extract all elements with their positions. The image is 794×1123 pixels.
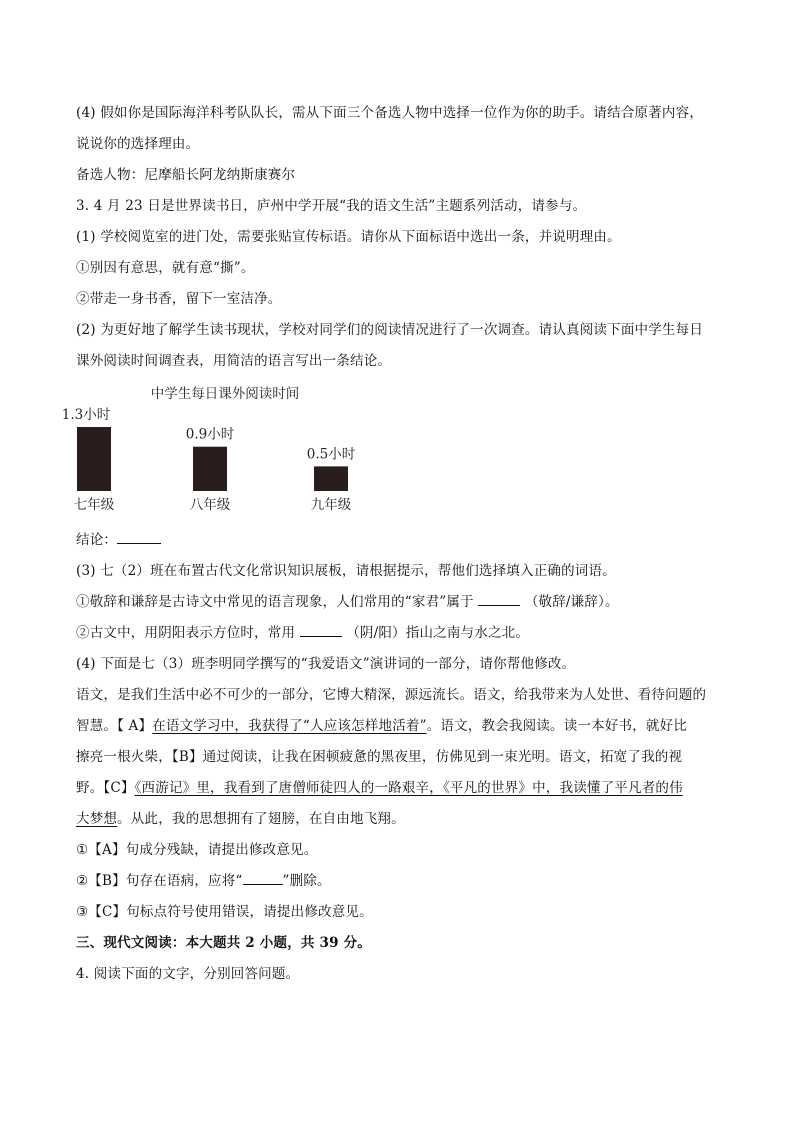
conclusion-label: 结论：: [76, 532, 118, 548]
conclusion-line: [76, 530, 726, 550]
reading-time-bar-chart: [60, 378, 400, 518]
question-3-2-prompt-cont: 课外阅读时间调查表，用简洁的语言写出一条结论。: [76, 353, 392, 369]
speech-text: 智慧。【 A】: [76, 718, 153, 734]
speech-paragraph-line-4: [76, 778, 726, 798]
question-3-1-prompt: (1) 学校阅览室的进门处，需要张贴宣传标语。请你从下面标语中选出一条，并说明理由。: [76, 229, 621, 245]
slogan-option-1: ①别因有意思，就有意“撕”。: [76, 260, 255, 276]
bar-value-label: 0.5小时: [306, 446, 356, 463]
speech-paragraph-line-1: 语文，是我们生活中必不可少的一部分，它博大精深，源远流长。语文，给我带来为人处世、看待问题的: [76, 687, 707, 703]
sentence-c-underlined-end: 大梦想: [76, 811, 118, 827]
speech-paragraph-line-2: [76, 716, 726, 736]
speech-text: 。从此，我的思想拥有了翅膀，在自由地飞翔。: [117, 811, 405, 827]
bar-七年级: [77, 427, 111, 491]
sub-question-a: ①【A】句成分残缺，请提出修改意见。: [76, 842, 318, 858]
question-3-3-prompt: (3) 七（2）班在布置古代文化常识知识展板，请根据提示，帮他们选择填入正确的词语。: [76, 563, 616, 579]
sub-question-b-text: ②【B】句存在语病，应将“: [76, 873, 243, 889]
question-4-intro: 4. 阅读下面的文字，分别回答问题。: [76, 966, 300, 982]
sub-question-b: [76, 871, 726, 891]
question-3-intro: 3. 4 月 23 日是世界读书日，庐州中学开展“我的语文生活”主题系列活动，请参与。: [76, 198, 587, 214]
item-1-text: ①敬辞和谦辞是古诗文中常见的语言现象，人们常用的“家君”属于: [76, 594, 474, 610]
question-4-4-prompt-cont: 说说你的选择理由。: [76, 136, 200, 152]
section-3-heading: 三、现代文阅读：本大题共 2 小题，共 39 分。: [76, 935, 371, 951]
chart-bars: [62, 407, 356, 513]
speech-paragraph-line-5: [76, 809, 726, 829]
item-2-options: （阴/阳）指山之南与水之北。: [346, 625, 530, 641]
delete-word-blank[interactable]: [243, 872, 283, 885]
slogan-option-2: ②带走一身书香，留下一室洁净。: [76, 291, 282, 307]
question-3-2-prompt: (2) 为更好地了解学生读书现状，学校对同学们的阅读情况进行了一次调查。请认真阅读下面中学生每日: [76, 322, 704, 338]
question-4-4-prompt: (4) 假如你是国际海洋科考队队长，需从下面三个备选人物中选择一位作为你的助手。请结合原著内容，: [76, 105, 704, 121]
bar-九年级: [314, 466, 348, 491]
speech-text: 。语文，教会我阅读。读一本好书，就好比: [426, 718, 688, 734]
speech-paragraph-line-3: 擦亮一根火柴，【B】通过阅读，让我在困顿疲惫的黑夜里，仿佛见到一束光明。语文，拓宽了我的视: [76, 749, 683, 765]
question-3-4-prompt: (4) 下面是七（3）班李明同学撰写的“我爱语文”演讲词的一部分，请你帮他修改。: [76, 656, 576, 672]
category-label: 九年级: [310, 497, 352, 513]
question-3-3-item-2: [76, 623, 726, 643]
sub-question-b-end: ”删除。: [282, 873, 331, 889]
conclusion-blank[interactable]: [117, 531, 161, 544]
candidate-characters: 备选人物：尼摩船长阿龙纳斯康赛尔: [76, 167, 296, 183]
bar-value-label: 1.3小时: [61, 407, 111, 423]
category-label: 八年级: [189, 497, 231, 513]
bar-八年级: [193, 447, 227, 491]
jiajun-answer-blank[interactable]: [478, 593, 520, 606]
yinyang-answer-blank[interactable]: [300, 624, 342, 637]
bar-value-label: 0.9小时: [185, 426, 235, 443]
sentence-c-underlined: 《西游记》里，我看到了唐僧师徒四人的一路艰辛，《平凡的世界》中，我读懂了平凡者的伟: [134, 780, 683, 796]
chart-title: 中学生每日课外阅读时间: [150, 386, 300, 402]
question-3-3-item-1: [76, 592, 726, 612]
speech-text: 野。【C】: [76, 780, 135, 796]
item-1-options: （敬辞/谦辞）。: [524, 594, 619, 610]
item-2-text: ②古文中，用阴阳表示方位时，常用: [76, 625, 296, 641]
sentence-a-underlined: 在语文学习中，我获得了“人应该怎样地活着”: [152, 718, 427, 734]
category-label: 七年级: [73, 497, 115, 513]
sub-question-c: ③【C】句标点符号使用错误，请提出修改意见。: [76, 904, 373, 920]
